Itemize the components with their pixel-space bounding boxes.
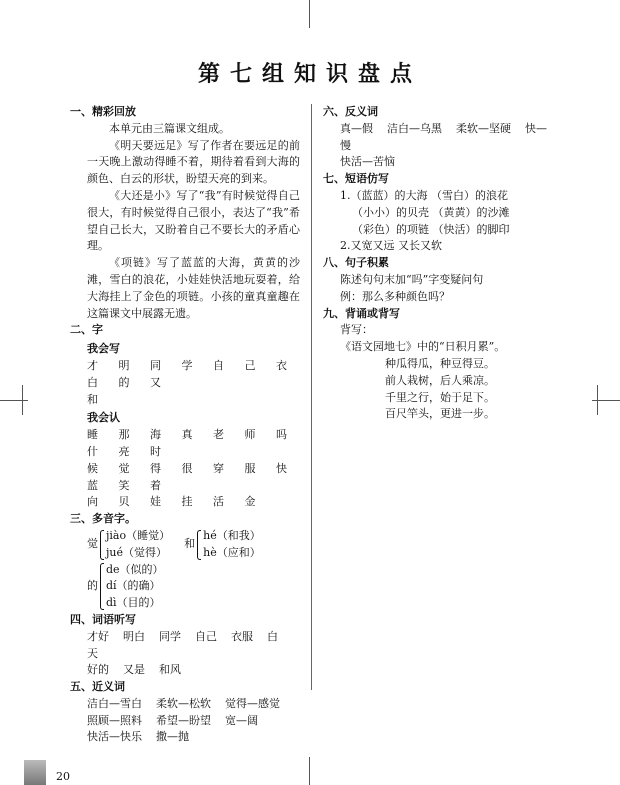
- word-line: [70, 696, 300, 713]
- char-line: 才 明 同 学 自 己 衣 白 的 又: [87, 358, 296, 389]
- word-pair: 柔软—松软: [156, 696, 211, 710]
- word-pair: 洁白—乌黑: [387, 121, 442, 135]
- word-pair: 真—假: [340, 121, 373, 135]
- brace: [100, 530, 104, 560]
- text-line: 《语文园地七》中的“日积月累”。: [340, 340, 506, 354]
- reading: hè（应和）: [203, 545, 261, 559]
- subheading: 我会认: [87, 411, 120, 425]
- section-heading: 二、字: [70, 323, 103, 337]
- crop-mark: [22, 385, 23, 415]
- text-line: 例：那么多种颜色吗？: [340, 289, 450, 303]
- reading: hé（和我）: [203, 528, 261, 542]
- text-line: 背写：: [340, 323, 373, 337]
- word-line: [323, 154, 563, 171]
- paragraph: 《项链》写了蓝蓝的大海，黄黄的沙滩，雪白的浪花，小娃娃快活地玩耍着，给大海挂上了金色的项链。小孩的童真童趣在这篇课文中展露无遗。: [87, 256, 300, 320]
- crop-mark: [309, 0, 310, 28]
- poem-line: 前人栽树，后人乘凉。: [385, 373, 495, 387]
- char-line: 候 觉 得 很 穿 服 快 蓝 笑 着: [87, 461, 296, 492]
- word: 同学: [159, 629, 181, 643]
- section-heading: 五、近义词: [70, 680, 125, 694]
- word: 白天: [87, 629, 278, 660]
- page-title: 第七组知识盘点: [197, 61, 422, 87]
- word-pair: 希望—盼望: [156, 713, 211, 727]
- reading: jiào（睡觉）: [106, 528, 171, 542]
- reading: dì（目的）: [106, 596, 161, 610]
- phrase-line: （小小）的贝壳 （黄黄）的沙滩: [352, 205, 510, 219]
- section-heading: 三、多音字。: [70, 512, 136, 526]
- word-pair: 宽—阔: [225, 713, 258, 727]
- section-heading: 一、精彩回放: [70, 105, 136, 118]
- word-pair: 觉得—感觉: [225, 696, 280, 710]
- polyphone-char: 的: [87, 579, 98, 593]
- word-pair: 洁白—雪白: [87, 696, 142, 710]
- right-column: [323, 104, 563, 423]
- poem-line: 百尺竿头，更进一步。: [385, 407, 495, 421]
- char-line: 向 贝 娃 挂 活 金: [87, 495, 264, 509]
- word: 明白: [123, 629, 145, 643]
- phrase-line: 2.又宽又远 又长又软: [340, 239, 442, 253]
- char-line: 睡 那 海 真 老 师 吗 什 亮 时: [87, 428, 296, 458]
- crop-mark: [309, 757, 310, 785]
- phrase-line: （彩色）的项链 （快活）的脚印: [352, 222, 510, 236]
- polyphone-group: [70, 528, 300, 562]
- word: 才好: [87, 629, 109, 643]
- poem-line: 种瓜得瓜，种豆得豆。: [385, 356, 495, 370]
- word: 好的: [87, 663, 109, 677]
- word: 和风: [159, 663, 181, 677]
- reading: jué（觉得）: [106, 545, 168, 559]
- word: 衣服: [231, 629, 253, 643]
- word-line: [70, 729, 300, 746]
- word-line: [70, 662, 300, 679]
- polyphone-group: [70, 562, 300, 612]
- polyphone-char: 觉: [87, 537, 98, 551]
- section-heading: 九、背诵或背写: [323, 306, 400, 320]
- word-pair: 照顾—照料: [87, 713, 142, 727]
- subheading: 我会写: [87, 342, 120, 356]
- word-pair: 撒—抛: [156, 730, 189, 744]
- paragraph: 《明天要远足》写了作者在要远足的前一天晚上激动得睡不着，期待着看到大海的颜色、白云的形状，盼望天亮的到来。: [87, 138, 300, 186]
- section-heading: 七、短语仿写: [323, 172, 389, 186]
- char-line: 和: [87, 392, 107, 406]
- section-heading: 四、词语听写: [70, 612, 136, 626]
- crop-mark: [597, 385, 598, 415]
- reading: dí（的确）: [106, 579, 161, 593]
- poem-line: 千里之行，始于足下。: [385, 390, 495, 404]
- left-column: [70, 104, 300, 746]
- word: 自己: [195, 629, 217, 643]
- page-corner-block: [24, 760, 46, 785]
- brace: [100, 563, 104, 610]
- word-line: [70, 629, 300, 663]
- text-line: 陈述句句末加“吗”字变疑问句: [340, 272, 484, 286]
- page-number: 20: [56, 770, 70, 783]
- column-divider: [311, 104, 312, 690]
- paragraph: 本单元由三篇课文组成。: [109, 121, 230, 135]
- word-pair: 快—慢: [340, 121, 547, 152]
- word-line: [323, 121, 563, 155]
- phrase-line: 1.（蓝蓝）的大海 （雪白）的浪花: [340, 188, 508, 202]
- section-heading: 八、句子积累: [323, 256, 389, 270]
- brace: [197, 530, 201, 560]
- section-heading: 六、反义词: [323, 105, 378, 118]
- word-pair: 快活—苦恼: [340, 155, 395, 169]
- polyphone-char: 和: [184, 537, 196, 551]
- crop-mark: [0, 400, 28, 401]
- word: 又是: [123, 663, 145, 677]
- word-pair: 柔软—坚硬: [456, 121, 511, 135]
- word-pair: 快活—快乐: [87, 730, 142, 744]
- paragraph: 《大还是小》写了“我”有时候觉得自己很大，有时候觉得自己很小，表达了“我”希望自己长大，又盼着自己不要长大的矛盾心理。: [87, 188, 300, 253]
- word-line: [70, 713, 300, 730]
- reading: de（似的）: [106, 562, 164, 576]
